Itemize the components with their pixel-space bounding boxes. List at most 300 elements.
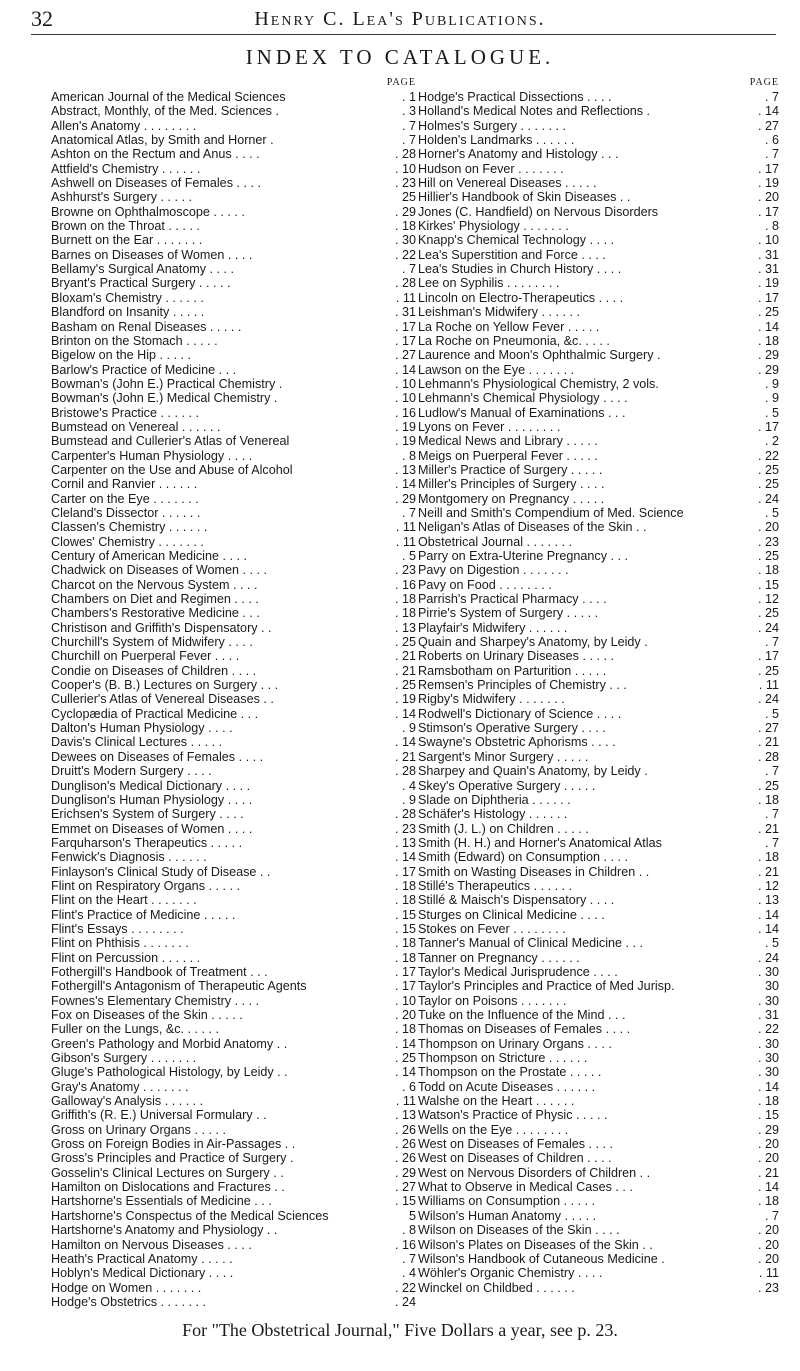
index-entry — [51, 1008, 416, 1022]
entry-title: Hudson on Fever . . . . . . . — [418, 161, 564, 176]
index-column-left — [51, 76, 416, 1309]
index-entry — [51, 592, 416, 606]
entry-page: . 14 — [757, 1079, 779, 1094]
entry-page: . 23 — [394, 563, 416, 578]
index-entry — [51, 535, 416, 549]
entry-title: Gross on Urinary Organs . . . . . — [51, 1122, 226, 1137]
index-entry — [51, 434, 416, 448]
entry-title: Stillé & Maisch's Dispensatory . . . . — [418, 893, 615, 908]
index-entry — [51, 793, 416, 807]
index-entry — [418, 692, 779, 706]
entry-page: . 7 — [764, 1208, 779, 1223]
entry-title: Gibson's Surgery . . . . . . . — [51, 1051, 197, 1066]
entry-page: . 13 — [394, 1108, 416, 1123]
entry-page: . 18 — [757, 563, 779, 578]
entry-title: Abstract, Monthly, of the Med. Sciences . — [51, 104, 279, 119]
index-entry — [418, 90, 779, 104]
entry-title: Stokes on Fever . . . . . . . . — [418, 921, 566, 936]
entry-page: . 18 — [394, 936, 416, 951]
entry-title: Cyclopædia of Practical Medicine . . . — [51, 706, 259, 721]
entry-title: Bryant's Practical Surgery . . . . . — [51, 276, 231, 291]
index-entry — [418, 276, 779, 290]
index-entry — [418, 190, 779, 204]
page-column-header: PAGE — [386, 77, 416, 88]
index-entry — [418, 506, 779, 520]
entry-title: Kirkes' Physiology . . . . . . . — [418, 219, 569, 234]
entry-page: . 13 — [394, 835, 416, 850]
entry-page: . 29 — [394, 204, 416, 219]
entry-page: . 17 — [757, 161, 779, 176]
index-entry — [51, 1266, 416, 1280]
index-entry — [51, 822, 416, 836]
entry-page: . 16 — [394, 405, 416, 420]
entry-title: Chambers on Diet and Regimen . . . . — [51, 592, 259, 607]
index-entry — [418, 779, 779, 793]
index-entry — [418, 850, 779, 864]
entry-title: Remsen's Principles of Chemistry . . . — [418, 678, 627, 693]
entry-page: . 6 — [401, 1079, 416, 1094]
entry-title: Lawson on the Eye . . . . . . . — [418, 362, 575, 377]
index-entry — [51, 1223, 416, 1237]
index-entry — [51, 520, 416, 534]
index-entry — [418, 1108, 779, 1122]
entry-title: Lincoln on Electro-Therapeutics . . . . — [418, 290, 624, 305]
index-entry — [418, 133, 779, 147]
entry-title: What to Observe in Medical Cases . . . — [418, 1180, 633, 1195]
entry-page: . 18 — [394, 893, 416, 908]
index-entry — [418, 233, 779, 247]
index-entry — [51, 463, 416, 477]
index-title: INDEX TO CATALOGUE. — [245, 45, 555, 69]
index-entry — [418, 1123, 779, 1137]
entry-title: Condie on Diseases of Children . . . . — [51, 663, 257, 678]
index-entry — [51, 1094, 416, 1108]
index-entry — [418, 678, 779, 692]
entry-page: 30 — [764, 979, 779, 994]
entry-title: Hodge's Obstetrics . . . . . . . — [51, 1294, 206, 1309]
entry-page: . 21 — [757, 864, 779, 879]
index-entry — [418, 1037, 779, 1051]
entry-title: La Roche on Pneumonia, &c. . . . . — [418, 333, 610, 348]
entry-page: . 24 — [757, 692, 779, 707]
index-entry — [418, 750, 779, 764]
index-entry — [51, 664, 416, 678]
index-entry — [51, 1108, 416, 1122]
entry-page: . 5 — [401, 549, 416, 563]
index-entry — [51, 549, 416, 563]
entry-title: Cornil and Ranvier . . . . . . — [51, 477, 198, 492]
index-entry — [51, 1037, 416, 1051]
index-entry — [51, 865, 416, 879]
entry-title: Flint's Essays . . . . . . . . — [51, 921, 184, 936]
entry-page: . 20 — [757, 1223, 779, 1238]
index-entry — [51, 119, 416, 133]
entry-page: . 14 — [757, 921, 779, 936]
entry-page: . 10 — [757, 233, 779, 248]
entry-title: Charcot on the Nervous System . . . . — [51, 577, 258, 592]
entry-title: Wilson's Handbook of Cutaneous Medicine . — [418, 1251, 665, 1266]
entry-title: Fothergill's Antagonism of Therapeutic Agents — [51, 979, 307, 994]
entry-title: Rigby's Midwifery . . . . . . . — [418, 692, 565, 707]
index-entry — [418, 1194, 779, 1208]
entry-page: . 25 — [757, 305, 779, 320]
entry-title: Cullerier's Atlas of Venereal Diseases . . — [51, 692, 274, 707]
entry-title: Lea's Studies in Church History . . . . — [418, 262, 622, 277]
index-entry — [418, 549, 779, 563]
index-entry — [418, 879, 779, 893]
entry-page: . 17 — [394, 979, 416, 994]
entry-page: . 29 — [757, 348, 779, 363]
entry-title: Roberts on Urinary Diseases . . . . . — [418, 649, 614, 664]
entry-page: . 11 — [758, 678, 779, 693]
entry-page: . 20 — [394, 1008, 416, 1022]
entry-page: . 21 — [757, 821, 779, 836]
entry-title: Davis's Clinical Lectures . . . . . — [51, 735, 223, 750]
entry-page: . 27 — [757, 721, 779, 736]
entry-title: Browne on Ophthalmoscope . . . . . — [51, 204, 245, 219]
entry-title: Hill on Venereal Diseases . . . . . — [418, 176, 597, 191]
entry-title: Heath's Practical Anatomy . . . . . — [51, 1251, 233, 1266]
index-entry — [418, 248, 779, 262]
entry-title: Dalton's Human Physiology . . . . — [51, 721, 233, 736]
entry-title: Attfield's Chemistry . . . . . . — [51, 161, 201, 176]
entry-title: Bigelow on the Hip . . . . . — [51, 348, 192, 363]
entry-page: . 19 — [394, 692, 416, 707]
index-entry — [418, 994, 779, 1008]
entry-title: Jones (C. Handfield) on Nervous Disorders — [418, 204, 659, 219]
entry-page: . 29 — [757, 362, 779, 377]
entry-title: Gluge's Pathological Histology, by Leidy . . — [51, 1065, 288, 1080]
index-entry — [51, 621, 416, 635]
index-entry — [51, 879, 416, 893]
entry-title: Ashhurst's Surgery . . . . . — [51, 190, 192, 205]
entry-title: Rodwell's Dictionary of Science . . . . — [418, 706, 622, 721]
index-entry — [418, 1180, 779, 1194]
entry-title: Burnett on the Ear . . . . . . . — [51, 233, 203, 248]
entry-title: Dunglison's Human Physiology . . . . — [51, 792, 253, 807]
entry-title: Lehmann's Chemical Physiology . . . . — [418, 391, 628, 406]
entry-page: . 19 — [757, 176, 779, 191]
entry-page: . 23 — [394, 821, 416, 836]
entry-title: La Roche on Yellow Fever . . . . . — [418, 319, 600, 334]
index-entry — [418, 205, 779, 219]
entry-page: . 5 — [764, 706, 779, 721]
entry-page: . 30 — [757, 964, 779, 979]
entry-title: Cleland's Dissector . . . . . . — [51, 505, 201, 520]
entry-title: Barlow's Practice of Medicine . . . — [51, 362, 237, 377]
index-entry — [51, 1065, 416, 1079]
entry-page: . 4 — [401, 778, 416, 793]
entry-page: . 7 — [764, 147, 779, 162]
index-entry — [51, 649, 416, 663]
entry-title: Gosselin's Clinical Lectures on Surgery . . — [51, 1165, 284, 1180]
entry-title: Churchill on Puerperal Fever . . . . — [51, 649, 240, 664]
entry-title: Schäfer's Histology . . . . . . — [418, 807, 568, 822]
entry-page: . 18 — [394, 592, 416, 607]
index-entry — [51, 721, 416, 735]
entry-page: . 29 — [757, 1122, 779, 1137]
entry-page: . 11 — [395, 290, 416, 305]
index-entry — [418, 908, 779, 922]
entry-page: . 7 — [764, 90, 779, 104]
index-entry — [418, 578, 779, 592]
entry-title: Williams on Consumption . . . . . — [418, 1194, 596, 1209]
entry-title: Ramsbotham on Parturition . . . . . — [418, 663, 607, 678]
index-entry — [51, 1166, 416, 1180]
index-entry — [51, 190, 416, 204]
entry-page: . 25 — [394, 635, 416, 650]
entry-title: Lee on Syphilis . . . . . . . . — [418, 276, 560, 291]
entry-page: . 16 — [394, 1237, 416, 1252]
index-entry — [418, 320, 779, 334]
entry-title: Holmes's Surgery . . . . . . . — [418, 118, 566, 133]
entry-page: . 21 — [394, 649, 416, 664]
entry-page: . 28 — [757, 749, 779, 764]
entry-page: . 25 — [757, 462, 779, 477]
entry-title: Lea's Superstition and Force . . . . — [418, 247, 606, 262]
entry-title: Wilson's Plates on Diseases of the Skin . . — [418, 1237, 653, 1252]
entry-title: Bumstead and Cullerier's Atlas of Venereal — [51, 434, 290, 449]
index-entry — [418, 1051, 779, 1065]
entry-title: Walshe on the Heart . . . . . . — [418, 1094, 575, 1109]
entry-page: . 14 — [394, 1065, 416, 1080]
index-entry — [418, 391, 779, 405]
entry-page: . 10 — [394, 376, 416, 391]
index-entry — [418, 305, 779, 319]
index-entry — [418, 262, 779, 276]
index-entry — [418, 434, 779, 448]
entry-title: Flint on Phthisis . . . . . . . — [51, 936, 189, 951]
entry-page: . 21 — [394, 663, 416, 678]
entry-page: . 4 — [401, 1266, 416, 1281]
entry-title: Hartshorne's Essentials of Medicine . . . — [51, 1194, 272, 1209]
entry-page: . 15 — [394, 921, 416, 936]
entry-title: Wilson's Human Anatomy . . . . . — [418, 1208, 597, 1223]
index-entry — [418, 721, 779, 735]
entry-title: Montgomery on Pregnancy . . . . . — [418, 491, 605, 506]
entry-page: . 17 — [757, 290, 779, 305]
entry-title: Flint on Percussion . . . . . . — [51, 950, 201, 965]
index-entry — [51, 90, 416, 104]
index-entry — [51, 420, 416, 434]
entry-page: . 25 — [757, 778, 779, 793]
entry-title: Carter on the Eye . . . . . . . — [51, 491, 199, 506]
entry-title: Bowman's (John E.) Practical Chemistry . — [51, 376, 283, 391]
index-entry — [418, 1065, 779, 1079]
entry-title: Lyons on Fever . . . . . . . . — [418, 419, 561, 434]
index-entry — [51, 735, 416, 749]
index-entry — [418, 951, 779, 965]
entry-page: . 18 — [394, 219, 416, 234]
entry-page: . 22 — [757, 1022, 779, 1037]
entry-page: . 18 — [757, 333, 779, 348]
entry-title: Taylor's Medical Jurisprudence . . . . — [418, 964, 618, 979]
index-entry — [51, 807, 416, 821]
entry-title: Carpenter on the Use and Abuse of Alcohol — [51, 462, 293, 477]
entry-page: . 12 — [757, 592, 779, 607]
entry-page: . 7 — [764, 807, 779, 822]
running-title: Henry C. Lea's Publications. — [254, 8, 546, 30]
entry-title: Chadwick on Diseases of Women . . . . — [51, 563, 268, 578]
entry-title: Taylor's Principles and Practice of Med Jurisp. — [418, 979, 675, 994]
entry-title: Skey's Operative Surgery . . . . . — [418, 778, 596, 793]
entry-title: West on Diseases of Females . . . . — [418, 1137, 614, 1152]
index-entry — [418, 291, 779, 305]
entry-page: . 14 — [394, 706, 416, 721]
entry-page: . 8 — [401, 1223, 416, 1238]
entry-page: . 24 — [757, 950, 779, 965]
entry-title: Bellamy's Surgical Anatomy . . . . — [51, 262, 234, 277]
index-entry — [418, 1080, 779, 1094]
index-entry — [418, 1022, 779, 1036]
index-entry — [51, 391, 416, 405]
entry-title: Erichsen's System of Surgery . . . . — [51, 807, 244, 822]
entry-title: Gross on Foreign Bodies in Air-Passages . . — [51, 1137, 296, 1152]
entry-title: Neill and Smith's Compendium of Med. Science — [418, 505, 684, 520]
entry-title: Fothergill's Handbook of Treatment . . . — [51, 964, 268, 979]
entry-title: Thompson on Stricture . . . . . . — [418, 1051, 588, 1066]
entry-title: West on Diseases of Children . . . . — [418, 1151, 612, 1166]
index-entry — [51, 994, 416, 1008]
entry-page: . 25 — [757, 477, 779, 492]
index-entry — [51, 104, 416, 118]
index-entry — [418, 822, 779, 836]
entry-page: . 17 — [394, 333, 416, 348]
index-entry — [51, 908, 416, 922]
entry-page: . 18 — [394, 878, 416, 893]
index-entry — [418, 334, 779, 348]
index-entry — [51, 951, 416, 965]
index-entry — [418, 104, 779, 118]
index-entry — [418, 463, 779, 477]
entry-title: Finlayson's Clinical Study of Disease . . — [51, 864, 271, 879]
entry-title: Flint on Respiratory Organs . . . . . — [51, 878, 240, 893]
index-entry — [51, 262, 416, 276]
index-entry — [418, 592, 779, 606]
index-entry — [418, 1137, 779, 1151]
entry-title: Bloxam's Chemistry . . . . . . — [51, 290, 204, 305]
entry-page: . 18 — [757, 1094, 779, 1109]
entry-title: Smith (H. H.) and Horner's Anatomical Atlas — [418, 835, 662, 850]
entry-title: Bristowe's Practice . . . . . . — [51, 405, 199, 420]
entry-title: Galloway's Analysis . . . . . . — [51, 1094, 204, 1109]
index-entry — [51, 850, 416, 864]
entry-page: . 28 — [394, 276, 416, 291]
index-entry — [418, 1166, 779, 1180]
entry-page: . 9 — [401, 792, 416, 807]
index-entry — [51, 162, 416, 176]
entry-title: Brinton on the Stomach . . . . . — [51, 333, 218, 348]
entry-title: Fenwick's Diagnosis . . . . . . — [51, 850, 207, 865]
entry-page: . 18 — [394, 606, 416, 621]
entry-title: Tanner on Pregnancy . . . . . . — [418, 950, 580, 965]
entry-title: Smith (J. L.) on Children . . . . . — [418, 821, 589, 836]
entry-title: Ludlow's Manual of Examinations . . . — [418, 405, 626, 420]
entry-title: Ashton on the Rectum and Anus . . . . — [51, 147, 260, 162]
index-entry — [51, 276, 416, 290]
entry-title: Wilson on Diseases of the Skin . . . . — [418, 1223, 620, 1238]
entry-page: . 14 — [394, 735, 416, 750]
index-entry — [418, 606, 779, 620]
entry-page: . 25 — [394, 678, 416, 693]
entry-page: . 28 — [394, 147, 416, 162]
entry-title: Horner's Anatomy and Histology . . . — [418, 147, 619, 162]
entry-page: . 30 — [394, 233, 416, 248]
entry-page: . 29 — [394, 1165, 416, 1180]
entry-title: Gray's Anatomy . . . . . . . — [51, 1079, 189, 1094]
index-entry — [418, 807, 779, 821]
entry-page: 5 — [408, 1208, 416, 1223]
entry-page: . 19 — [394, 434, 416, 449]
index-entry — [418, 420, 779, 434]
entry-page: . 11 — [395, 520, 416, 535]
index-entry — [51, 477, 416, 491]
entry-title: Allen's Anatomy . . . . . . . . — [51, 118, 197, 133]
index-entry — [418, 664, 779, 678]
entry-title: Basham on Renal Diseases . . . . . — [51, 319, 242, 334]
entry-title: Hoblyn's Medical Dictionary . . . . — [51, 1266, 234, 1281]
entry-title: Hillier's Handbook of Skin Diseases . . — [418, 190, 631, 205]
entry-page: . 14 — [757, 104, 779, 119]
entry-title: Hartshorne's Conspectus of the Medical Sciences — [51, 1208, 329, 1223]
entry-title: Anatomical Atlas, by Smith and Horner . — [51, 133, 274, 148]
entry-title: Druitt's Modern Surgery . . . . — [51, 764, 212, 779]
entry-title: Leishman's Midwifery . . . . . . — [418, 305, 580, 320]
index-entry — [418, 922, 779, 936]
entry-page: . 5 — [764, 505, 779, 520]
index-entry — [418, 520, 779, 534]
entry-title: Pavy on Digestion . . . . . . . — [418, 563, 569, 578]
index-entry — [51, 836, 416, 850]
page-number: 32 — [31, 6, 53, 31]
index-entry — [51, 449, 416, 463]
index-entry — [418, 363, 779, 377]
index-entry — [51, 248, 416, 262]
entry-title: Christison and Griffith's Dispensatory . . — [51, 620, 272, 635]
entry-title: Medical News and Library . . . . . — [418, 434, 598, 449]
index-entry — [51, 1151, 416, 1165]
entry-page: . 14 — [394, 1036, 416, 1051]
entry-page: . 10 — [394, 391, 416, 406]
entry-page: . 18 — [757, 850, 779, 865]
entry-title: Slade on Diphtheria . . . . . . — [418, 792, 571, 807]
index-entry — [418, 1094, 779, 1108]
index-entry — [418, 348, 779, 362]
entry-page: . 7 — [401, 262, 416, 277]
entry-title: Holden's Landmarks . . . . . . — [418, 133, 575, 148]
entry-page: . 15 — [394, 1194, 416, 1209]
entry-page: . 24 — [757, 491, 779, 506]
entry-page: . 2 — [764, 434, 779, 449]
index-entry — [51, 979, 416, 993]
entry-page: . 26 — [394, 1137, 416, 1152]
entry-title: Carpenter's Human Physiology . . . . — [51, 448, 253, 463]
entry-title: Century of American Medicine . . . . — [51, 549, 247, 563]
entry-page: . 6 — [764, 133, 779, 148]
entry-title: Fox on Diseases of the Skin . . . . . — [51, 1008, 243, 1022]
index-entry — [418, 1252, 779, 1266]
index-entry — [51, 147, 416, 161]
index-entry — [51, 578, 416, 592]
index-entry — [51, 1194, 416, 1208]
index-entry — [51, 1180, 416, 1194]
index-entry — [418, 735, 779, 749]
entry-page: . 10 — [394, 161, 416, 176]
entry-page: . 13 — [394, 620, 416, 635]
entry-page: . 18 — [394, 1022, 416, 1037]
entry-title: Chambers's Restorative Medicine . . . — [51, 606, 260, 621]
entry-page: . 1 — [401, 90, 416, 104]
